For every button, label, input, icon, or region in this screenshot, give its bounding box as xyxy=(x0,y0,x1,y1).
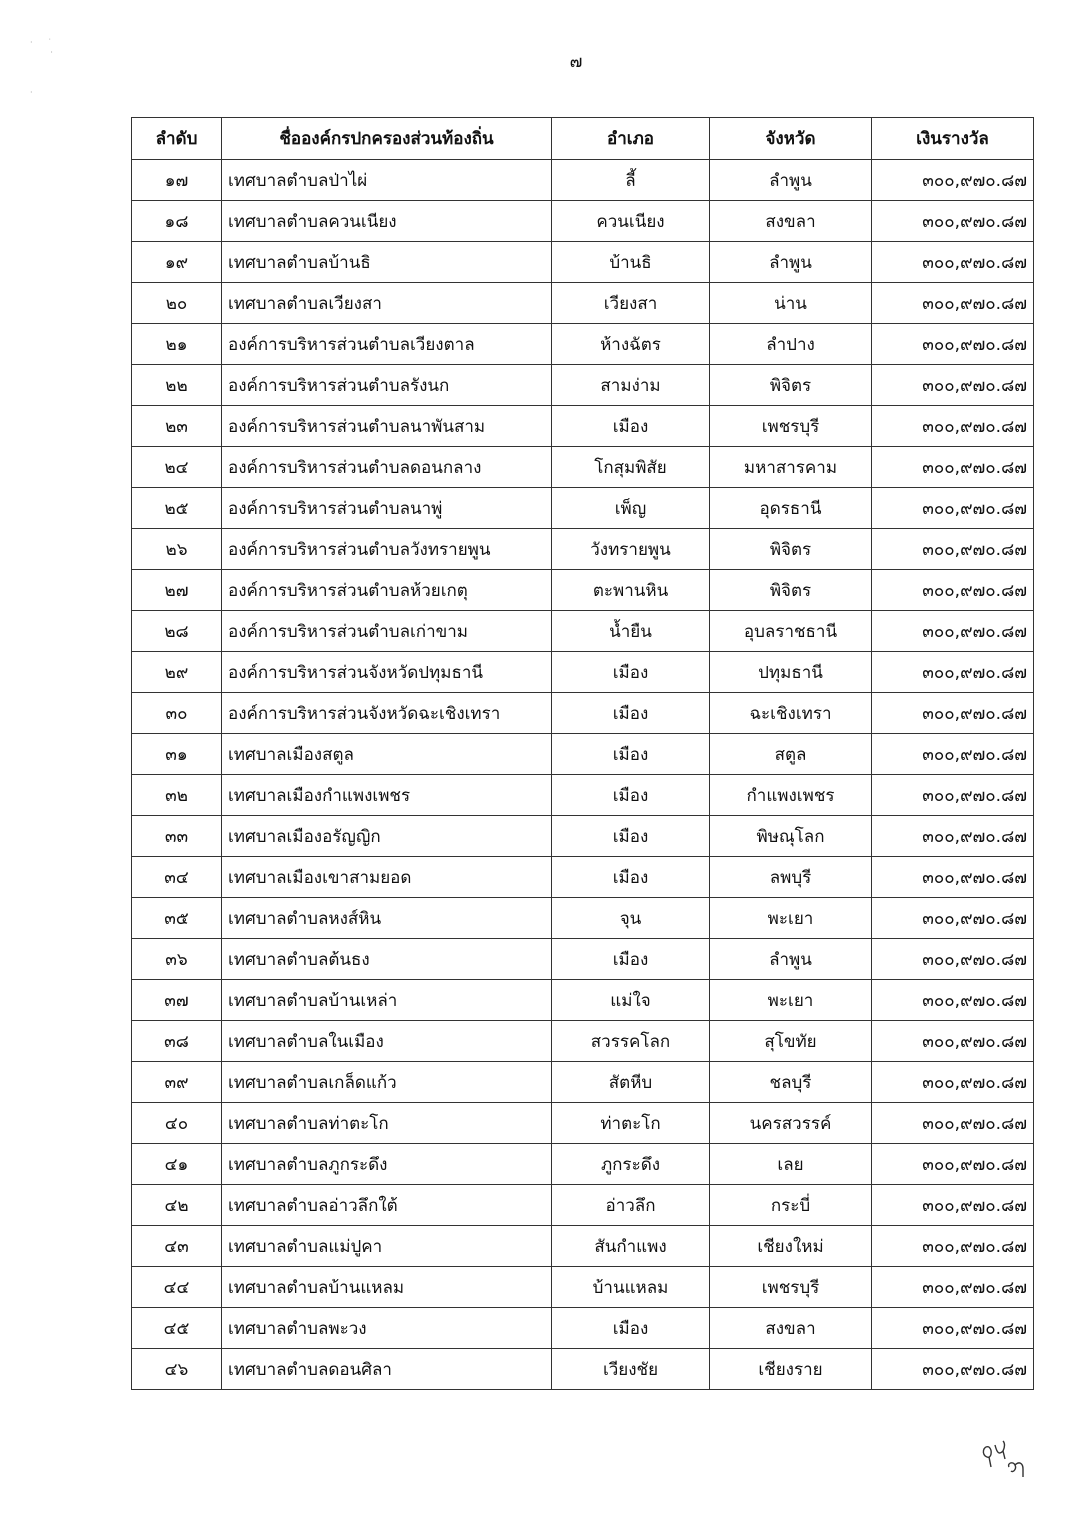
row-order: ๑๘ xyxy=(132,201,222,242)
table-row xyxy=(132,447,1034,488)
row-order: ๒๐ xyxy=(132,283,222,324)
row-province: ลพบุรี xyxy=(710,857,872,898)
row-district: จุน xyxy=(552,898,710,939)
row-organization: องค์การบริหารส่วนตำบลเวียงตาล xyxy=(222,324,552,365)
table-row xyxy=(132,242,1034,283)
row-district: เมือง xyxy=(552,775,710,816)
row-order: ๓๑ xyxy=(132,734,222,775)
table-row xyxy=(132,570,1034,611)
row-district: สามง่าม xyxy=(552,365,710,406)
row-organization: เทศบาลตำบลหงส์หิน xyxy=(222,898,552,939)
row-district: ตะพานหิน xyxy=(552,570,710,611)
row-province: สุโขทัย xyxy=(710,1021,872,1062)
row-province: ลำพูน xyxy=(710,160,872,201)
table-row xyxy=(132,201,1034,242)
row-organization: องค์การบริหารส่วนจังหวัดฉะเชิงเทรา xyxy=(222,693,552,734)
table-row xyxy=(132,1103,1034,1144)
row-organization: เทศบาลเมืองเขาสามยอด xyxy=(222,857,552,898)
row-province: พิจิตร xyxy=(710,570,872,611)
row-award-amount: ๓๐๐,๙๗๐.๘๗ xyxy=(872,324,1034,365)
row-organization: เทศบาลตำบลต้นธง xyxy=(222,939,552,980)
row-province: ปทุมธานี xyxy=(710,652,872,693)
row-award-amount: ๓๐๐,๙๗๐.๘๗ xyxy=(872,365,1034,406)
table-row xyxy=(132,1062,1034,1103)
row-organization: เทศบาลตำบลในเมือง xyxy=(222,1021,552,1062)
table-row xyxy=(132,693,1034,734)
row-organization: เทศบาลตำบลแม่ปูคา xyxy=(222,1226,552,1267)
row-award-amount: ๓๐๐,๙๗๐.๘๗ xyxy=(872,406,1034,447)
table-row xyxy=(132,652,1034,693)
row-province: เชียงราย xyxy=(710,1349,872,1390)
row-district: เมือง xyxy=(552,734,710,775)
row-order: ๔๓ xyxy=(132,1226,222,1267)
row-order: ๓๓ xyxy=(132,816,222,857)
table-row xyxy=(132,734,1034,775)
row-order: ๒๖ xyxy=(132,529,222,570)
row-award-amount: ๓๐๐,๙๗๐.๘๗ xyxy=(872,1144,1034,1185)
row-province: สงขลา xyxy=(710,201,872,242)
row-order: ๓๙ xyxy=(132,1062,222,1103)
row-district: บ้านธิ xyxy=(552,242,710,283)
row-award-amount: ๓๐๐,๙๗๐.๘๗ xyxy=(872,201,1034,242)
row-order: ๓๔ xyxy=(132,857,222,898)
row-district: สัตหีบ xyxy=(552,1062,710,1103)
row-district: สันกำแพง xyxy=(552,1226,710,1267)
row-award-amount: ๓๐๐,๙๗๐.๘๗ xyxy=(872,1021,1034,1062)
row-district: เพ็ญ xyxy=(552,488,710,529)
table-row xyxy=(132,160,1034,201)
row-province: ลำพูน xyxy=(710,242,872,283)
row-organization: องค์การบริหารส่วนตำบลเก่าขาม xyxy=(222,611,552,652)
row-order: ๒๙ xyxy=(132,652,222,693)
row-order: ๓๘ xyxy=(132,1021,222,1062)
row-award-amount: ๓๐๐,๙๗๐.๘๗ xyxy=(872,529,1034,570)
row-province: อุบลราชธานี xyxy=(710,611,872,652)
row-district: ภูกระดึง xyxy=(552,1144,710,1185)
table-row xyxy=(132,1185,1034,1226)
row-district: สวรรคโลก xyxy=(552,1021,710,1062)
table-row xyxy=(132,1226,1034,1267)
row-award-amount: ๓๐๐,๙๗๐.๘๗ xyxy=(872,980,1034,1021)
table-row xyxy=(132,1267,1034,1308)
row-province: ฉะเชิงเทรา xyxy=(710,693,872,734)
row-award-amount: ๓๐๐,๙๗๐.๘๗ xyxy=(872,816,1034,857)
row-award-amount: ๓๐๐,๙๗๐.๘๗ xyxy=(872,1103,1034,1144)
scan-artifact: · ˙ · · xyxy=(30,38,53,97)
row-order: ๒๗ xyxy=(132,570,222,611)
row-province: ลำปาง xyxy=(710,324,872,365)
row-province: พิจิตร xyxy=(710,365,872,406)
row-province: สตูล xyxy=(710,734,872,775)
row-province: พะเยา xyxy=(710,980,872,1021)
page-number: ๗ xyxy=(569,52,583,72)
header-organization: ชื่อองค์กรปกครองส่วนท้องถิ่น xyxy=(222,118,552,160)
row-order: ๒๘ xyxy=(132,611,222,652)
table-row xyxy=(132,816,1034,857)
row-organization: เทศบาลตำบลบ้านเหล่า xyxy=(222,980,552,1021)
row-organization: องค์การบริหารส่วนตำบลห้วยเกตุ xyxy=(222,570,552,611)
row-district: เมือง xyxy=(552,857,710,898)
row-district: น้ำยืน xyxy=(552,611,710,652)
award-table xyxy=(131,117,1034,1390)
row-organization: องค์การบริหารส่วนตำบลรังนก xyxy=(222,365,552,406)
row-award-amount: ๓๐๐,๙๗๐.๘๗ xyxy=(872,857,1034,898)
row-order: ๒๕ xyxy=(132,488,222,529)
row-order: ๔๑ xyxy=(132,1144,222,1185)
row-district: ท่าตะโก xyxy=(552,1103,710,1144)
row-order: ๓๕ xyxy=(132,898,222,939)
table-row xyxy=(132,775,1034,816)
row-award-amount: ๓๐๐,๙๗๐.๘๗ xyxy=(872,652,1034,693)
handwritten-initials xyxy=(975,1433,1035,1483)
row-province: ลำพูน xyxy=(710,939,872,980)
row-district: อ่าวลึก xyxy=(552,1185,710,1226)
row-province: กระบี่ xyxy=(710,1185,872,1226)
row-district: ลี้ xyxy=(552,160,710,201)
row-order: ๒๑ xyxy=(132,324,222,365)
row-organization: เทศบาลตำบลเวียงสา xyxy=(222,283,552,324)
row-order: ๓๗ xyxy=(132,980,222,1021)
row-province: มหาสารคาม xyxy=(710,447,872,488)
row-order: ๓๐ xyxy=(132,693,222,734)
table-row xyxy=(132,980,1034,1021)
row-award-amount: ๓๐๐,๙๗๐.๘๗ xyxy=(872,898,1034,939)
row-district: เวียงสา xyxy=(552,283,710,324)
row-award-amount: ๓๐๐,๙๗๐.๘๗ xyxy=(872,160,1034,201)
table-row xyxy=(132,1021,1034,1062)
row-order: ๔๐ xyxy=(132,1103,222,1144)
row-organization: องค์การบริหารส่วนตำบลดอนกลาง xyxy=(222,447,552,488)
row-district: เมือง xyxy=(552,1308,710,1349)
row-district: บ้านแหลม xyxy=(552,1267,710,1308)
row-district: แม่ใจ xyxy=(552,980,710,1021)
row-award-amount: ๓๐๐,๙๗๐.๘๗ xyxy=(872,611,1034,652)
header-row xyxy=(132,118,1034,160)
header-award: เงินรางวัล xyxy=(872,118,1034,160)
header-order: ลำดับ xyxy=(132,118,222,160)
row-organization: เทศบาลตำบลบ้านธิ xyxy=(222,242,552,283)
row-organization: เทศบาลตำบลดอนศิลา xyxy=(222,1349,552,1390)
header-district: อำเภอ xyxy=(552,118,710,160)
row-province: พิษณุโลก xyxy=(710,816,872,857)
row-district: เวียงชัย xyxy=(552,1349,710,1390)
row-organization: เทศบาลตำบลภูกระดึง xyxy=(222,1144,552,1185)
table-row xyxy=(132,365,1034,406)
row-district: เมือง xyxy=(552,693,710,734)
row-district: เมือง xyxy=(552,406,710,447)
row-organization: เทศบาลตำบลบ้านแหลม xyxy=(222,1267,552,1308)
row-province: เพชรบุรี xyxy=(710,406,872,447)
table-row xyxy=(132,283,1034,324)
row-district: ควนเนียง xyxy=(552,201,710,242)
row-province: พิจิตร xyxy=(710,529,872,570)
table-row xyxy=(132,488,1034,529)
table-body xyxy=(132,160,1034,1390)
row-order: ๓๒ xyxy=(132,775,222,816)
table-header xyxy=(132,118,1034,160)
table-row xyxy=(132,939,1034,980)
row-organization: เทศบาลเมืองกำแพงเพชร xyxy=(222,775,552,816)
table-row xyxy=(132,1308,1034,1349)
row-order: ๔๖ xyxy=(132,1349,222,1390)
row-province: น่าน xyxy=(710,283,872,324)
row-award-amount: ๓๐๐,๙๗๐.๘๗ xyxy=(872,693,1034,734)
row-award-amount: ๓๐๐,๙๗๐.๘๗ xyxy=(872,1267,1034,1308)
row-award-amount: ๓๐๐,๙๗๐.๘๗ xyxy=(872,775,1034,816)
row-organization: องค์การบริหารส่วนตำบลนาพันสาม xyxy=(222,406,552,447)
row-award-amount: ๓๐๐,๙๗๐.๘๗ xyxy=(872,734,1034,775)
row-award-amount: ๓๐๐,๙๗๐.๘๗ xyxy=(872,1185,1034,1226)
row-district: เมือง xyxy=(552,939,710,980)
table-row xyxy=(132,1349,1034,1390)
row-province: อุดรธานี xyxy=(710,488,872,529)
table-row xyxy=(132,1144,1034,1185)
row-organization: องค์การบริหารส่วนตำบลวังทรายพูน xyxy=(222,529,552,570)
row-award-amount: ๓๐๐,๙๗๐.๘๗ xyxy=(872,939,1034,980)
row-district: วังทรายพูน xyxy=(552,529,710,570)
table-row xyxy=(132,898,1034,939)
row-award-amount: ๓๐๐,๙๗๐.๘๗ xyxy=(872,283,1034,324)
row-award-amount: ๓๐๐,๙๗๐.๘๗ xyxy=(872,447,1034,488)
row-organization: องค์การบริหารส่วนจังหวัดปทุมธานี xyxy=(222,652,552,693)
row-province: พะเยา xyxy=(710,898,872,939)
row-award-amount: ๓๐๐,๙๗๐.๘๗ xyxy=(872,1226,1034,1267)
row-province: นครสวรรค์ xyxy=(710,1103,872,1144)
row-organization: เทศบาลตำบลป่าไผ่ xyxy=(222,160,552,201)
row-province: ชลบุรี xyxy=(710,1062,872,1103)
row-order: ๒๒ xyxy=(132,365,222,406)
row-district: เมือง xyxy=(552,652,710,693)
row-organization: เทศบาลตำบลพะวง xyxy=(222,1308,552,1349)
row-organization: เทศบาลเมืองอรัญญิก xyxy=(222,816,552,857)
row-district: เมือง xyxy=(552,816,710,857)
row-organization: เทศบาลเมืองสตูล xyxy=(222,734,552,775)
row-award-amount: ๓๐๐,๙๗๐.๘๗ xyxy=(872,1062,1034,1103)
row-award-amount: ๓๐๐,๙๗๐.๘๗ xyxy=(872,1349,1034,1390)
row-organization: เทศบาลตำบลเกล็ดแก้ว xyxy=(222,1062,552,1103)
row-organization: เทศบาลตำบลท่าตะโก xyxy=(222,1103,552,1144)
row-award-amount: ๓๐๐,๙๗๐.๘๗ xyxy=(872,488,1034,529)
row-order: ๒๓ xyxy=(132,406,222,447)
row-order: ๔๒ xyxy=(132,1185,222,1226)
row-order: ๓๖ xyxy=(132,939,222,980)
row-province: เพชรบุรี xyxy=(710,1267,872,1308)
row-award-amount: ๓๐๐,๙๗๐.๘๗ xyxy=(872,242,1034,283)
table-row xyxy=(132,529,1034,570)
row-province: เลย xyxy=(710,1144,872,1185)
row-order: ๒๔ xyxy=(132,447,222,488)
row-province: เชียงใหม่ xyxy=(710,1226,872,1267)
row-organization: องค์การบริหารส่วนตำบลนาพู่ xyxy=(222,488,552,529)
row-award-amount: ๓๐๐,๙๗๐.๘๗ xyxy=(872,570,1034,611)
row-award-amount: ๓๐๐,๙๗๐.๘๗ xyxy=(872,1308,1034,1349)
row-province: สงขลา xyxy=(710,1308,872,1349)
row-order: ๔๕ xyxy=(132,1308,222,1349)
row-district: โกสุมพิสัย xyxy=(552,447,710,488)
row-province: กำแพงเพชร xyxy=(710,775,872,816)
table-row xyxy=(132,324,1034,365)
table-row xyxy=(132,406,1034,447)
table-row xyxy=(132,611,1034,652)
row-order: ๔๔ xyxy=(132,1267,222,1308)
header-province: จังหวัด xyxy=(710,118,872,160)
row-order: ๑๙ xyxy=(132,242,222,283)
table-row xyxy=(132,857,1034,898)
row-district: ห้างฉัตร xyxy=(552,324,710,365)
row-organization: เทศบาลตำบลควนเนียง xyxy=(222,201,552,242)
row-order: ๑๗ xyxy=(132,160,222,201)
row-organization: เทศบาลตำบลอ่าวลึกใต้ xyxy=(222,1185,552,1226)
